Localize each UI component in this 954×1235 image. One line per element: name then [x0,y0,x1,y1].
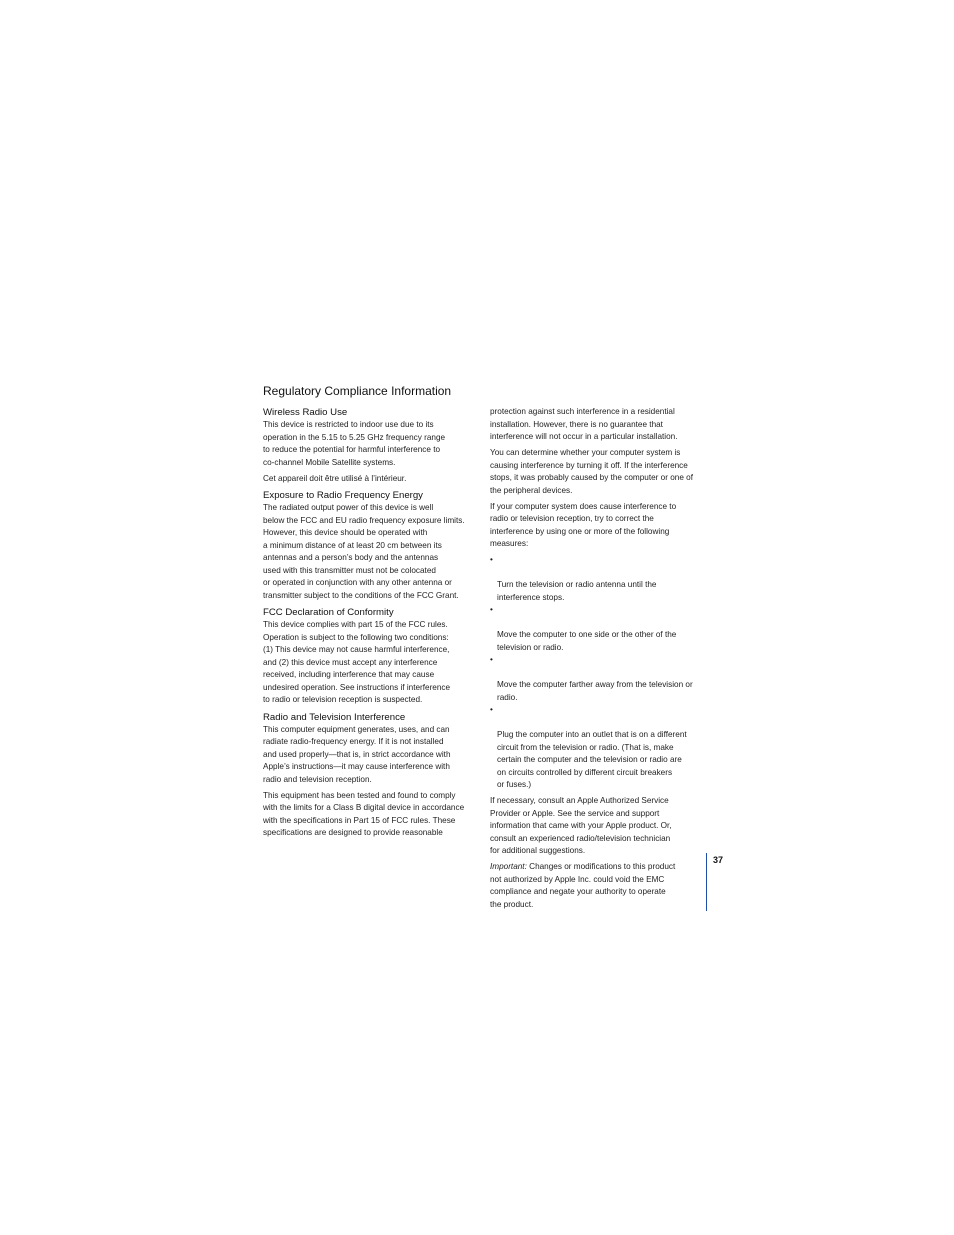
page-title: Regulatory Compliance Information [263,384,452,398]
paragraph: You can determine whether your computer system is causing interference by turning it off. If the interference stops, it was probably caused by the computer or one of the peripheral devices. [490,448,693,495]
bullet-icon: • [490,555,493,564]
section-fcc-declaration [263,606,477,707]
bullet-icon: • [490,605,493,614]
list-item-text: Move the computer farther away from the television or radio. [497,680,693,702]
paragraph: This equipment has been tested and found to comply with the limits for a Class B digital device in accordance with the specifications in Part 15 of FCC rules. These specifications are designed to provide reasonable [263,790,465,837]
paragraph: The radiated output power of this device is well below the FCC and EU radio frequency exposure limits. However, this device should be operated with a minimum distance of at least 20 cm between its antennas and a person’s body and the antennas used with this transmitter must not be colocated or operated in conjunction with any other antenna or transmitter subject to the conditions of the FCC Grant. [263,503,465,600]
list-item [490,704,708,792]
list-item [490,654,708,704]
important-text: Changes or modifications to this product not authorized by Apple Inc. could void the EMC compliance and negate your authority to operate the product. [490,862,676,909]
list-item [490,554,708,604]
section-heading: Wireless Radio Use [263,407,348,418]
bullet-icon: • [490,655,493,664]
list-item-text: Turn the television or radio antenna until the interference stops. [497,580,657,602]
page-number-rule [706,853,707,911]
paragraph: This device complies with part 15 of the FCC rules. Operation is subject to the following two conditions: (1) This device may not cause harmful interference, and (2) this device must accept any interference received, including interference that may cause undesired operation. See instructions if interference to radio or television reception is suspected. [263,620,451,704]
section-exposure-rf-energy [263,489,477,602]
section-heading: Exposure to Radio Frequency Energy [263,490,423,501]
list-item-text: Move the computer to one side or the other of the television or radio. [497,630,677,652]
paragraph: If necessary, consult an Apple Authorized Service Provider or Apple. See the service and support information that came with your Apple product. Or, consult an experienced radio/television technician for additional suggestions. [490,796,672,855]
paragraph: protection against such interference in a residential installation. However, there is no guarantee that interference will not occur in a particular installation. [490,407,678,441]
important-label: Important: [490,862,527,871]
measures-list [490,554,708,792]
section-heading: FCC Declaration of Conformity [263,607,394,618]
right-column [490,406,708,915]
section-radio-tv-interference [263,711,477,840]
page-number: 37 [713,855,724,865]
bullet-icon: • [490,705,493,714]
important-note [490,861,708,911]
paragraph: Cet appareil doit être utilisé à l’intérieur. [263,473,407,483]
paragraph: If your computer system does cause interference to radio or television reception, try to correct the interference by using one or more of the following measures: [490,501,677,548]
section-heading: Radio and Television Interference [263,711,406,723]
section-wireless-radio-use [263,406,477,485]
paragraph: This computer equipment generates, uses, and can radiate radio-frequency energy. If it is not installed and used properly—that is, in strict accordance with Apple’s instructions—it may cause interference with radio and television reception. [263,724,451,784]
list-item [490,604,708,654]
list-item-text: Plug the computer into an outlet that is on a different circuit from the television or radio. (That is, make certain the computer and the television or radio are on circuits controlled by different circuit breakers or fuses.) [497,730,687,789]
paragraph: This device is restricted to indoor use due to its operation in the 5.15 to 5.25 GHz frequency range to reduce the potential for harmful interference to co-channel Mobile Satellite systems. [263,420,446,467]
left-column [263,406,477,844]
